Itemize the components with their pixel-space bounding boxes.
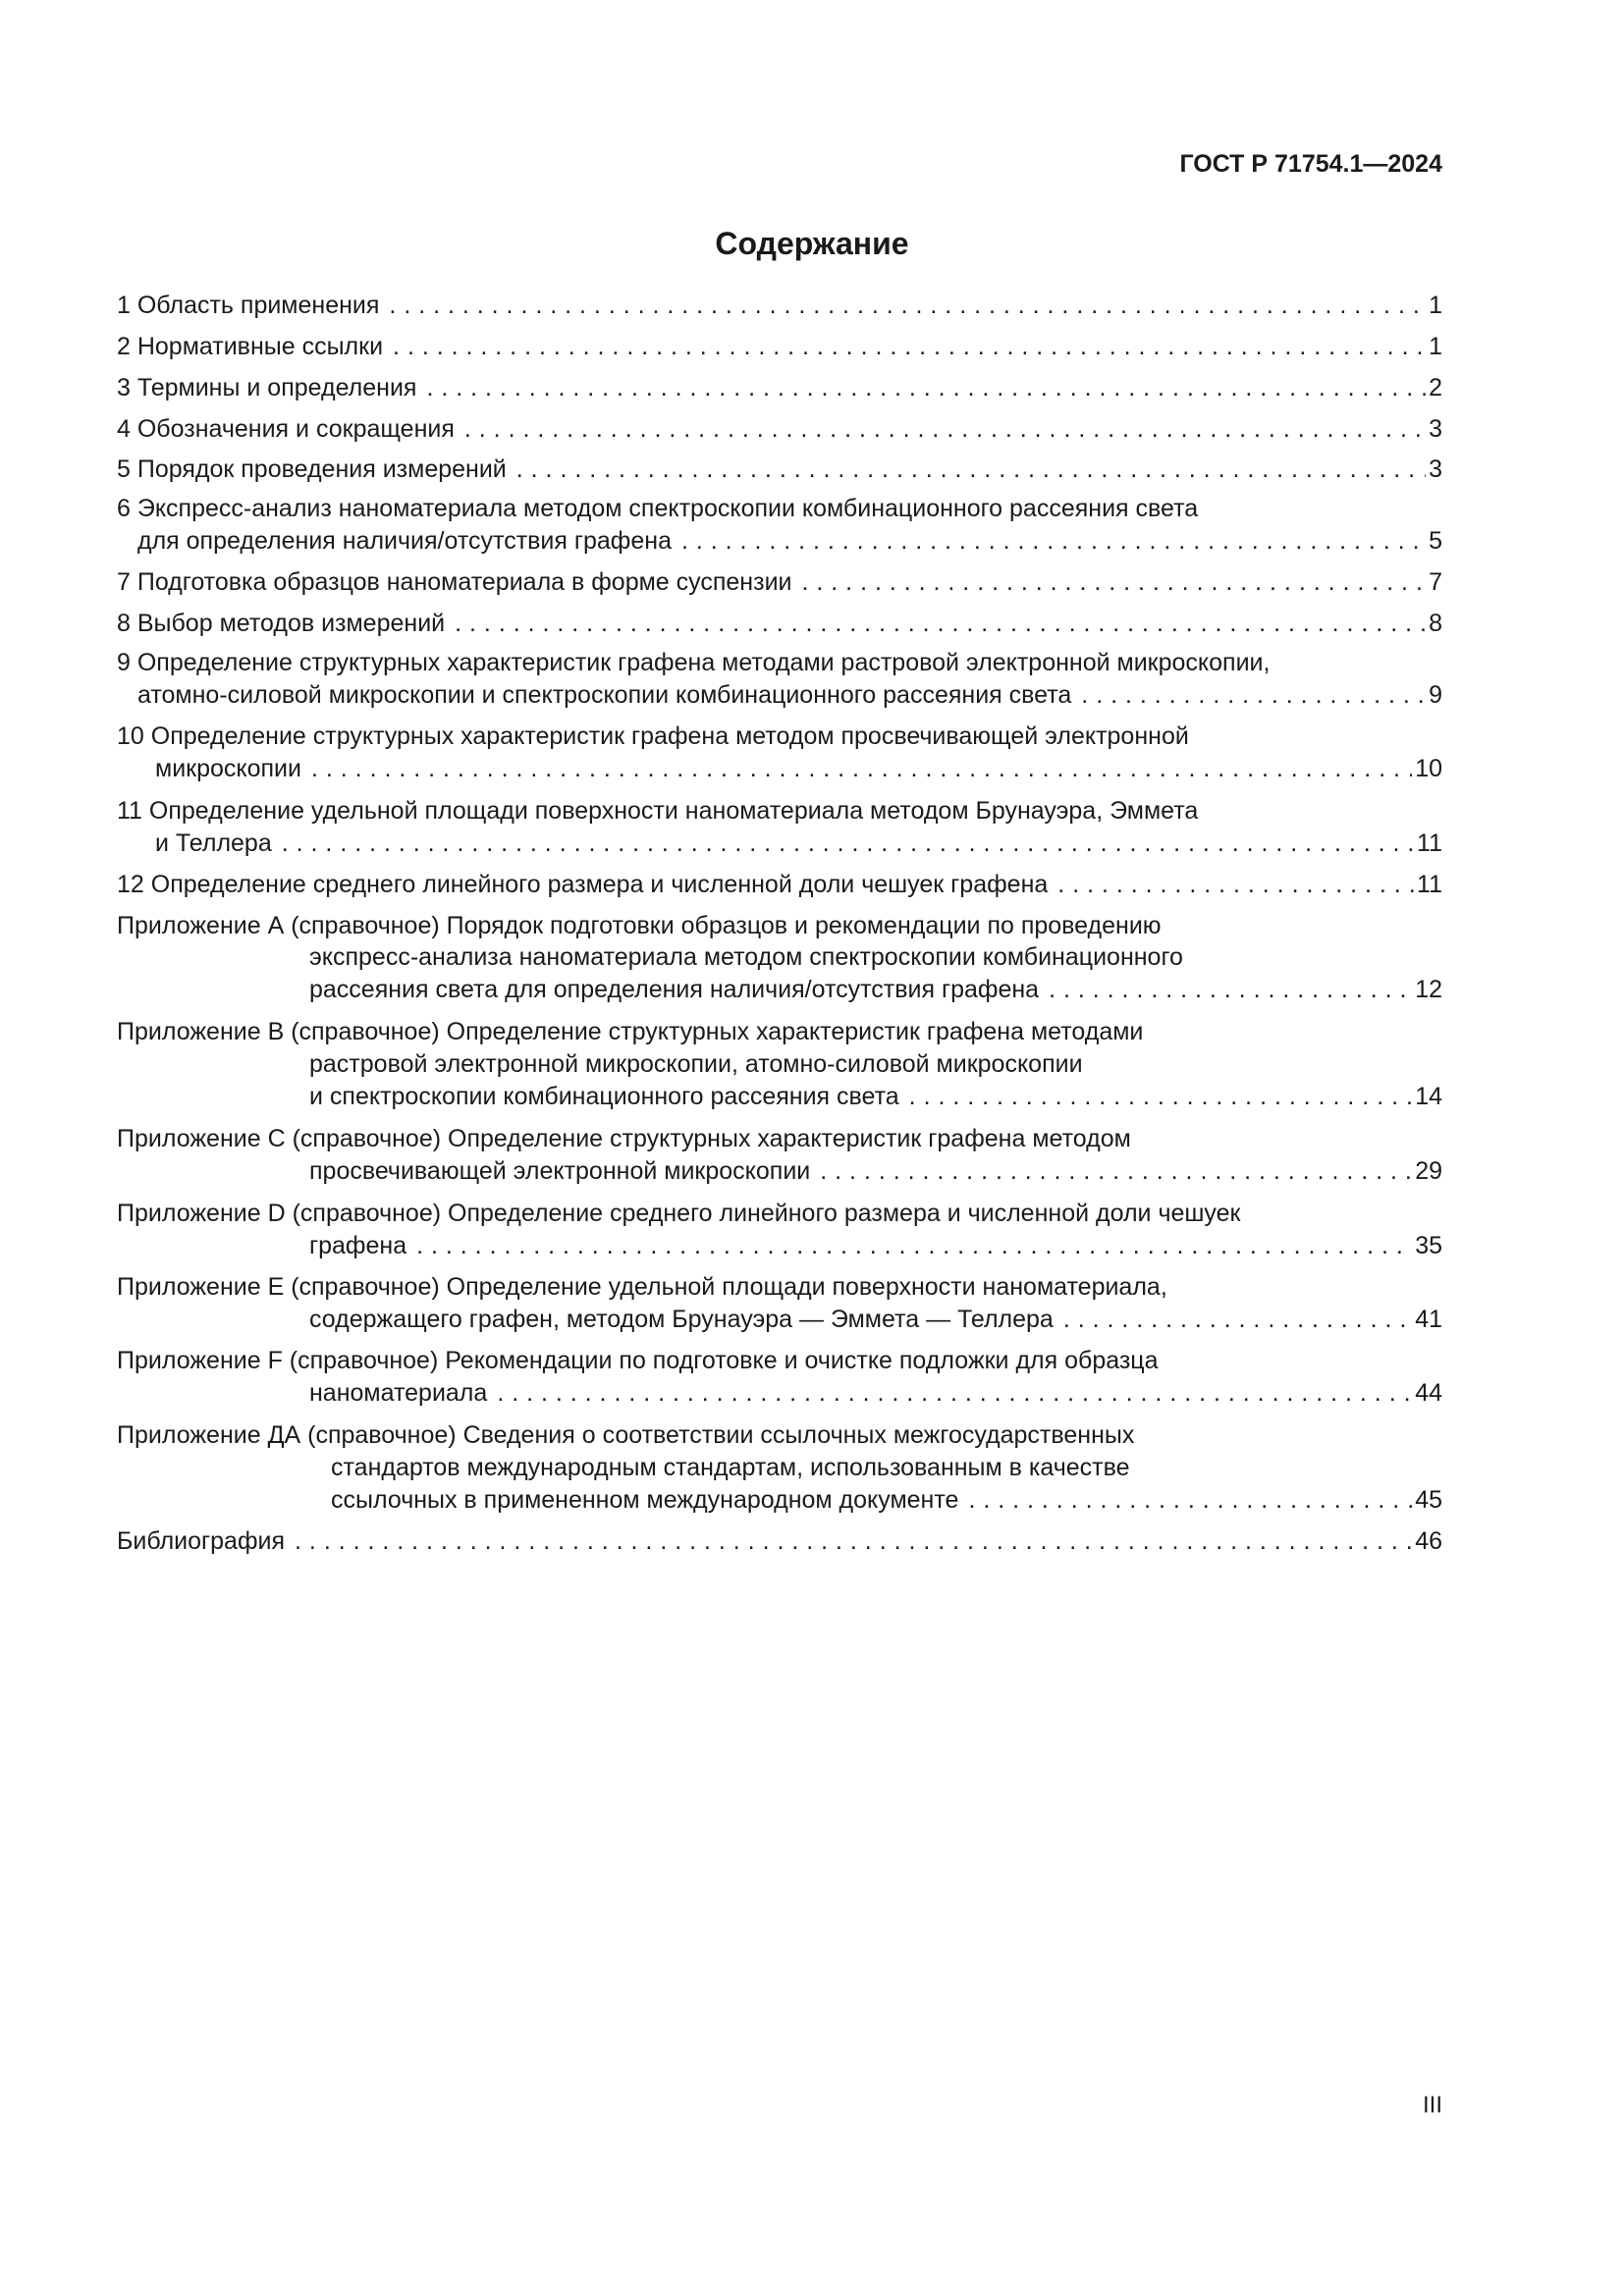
toc-entry-continuation[interactable]: [309, 1048, 1442, 1081]
toc-entry[interactable]: [117, 566, 1442, 599]
toc-entry[interactable]: [117, 372, 1442, 404]
toc-page-number: 29: [1415, 1157, 1442, 1185]
toc-entry-text: ссылочных в примененном международном документе: [331, 1486, 959, 1514]
toc-page-number: 14: [1415, 1083, 1442, 1110]
toc-page-number: 10: [1415, 755, 1442, 782]
toc-leader-dots: [389, 290, 1426, 322]
toc-page-number: 11: [1417, 829, 1442, 857]
toc-page-number: 1: [1429, 333, 1442, 360]
toc-entry[interactable]: [117, 1271, 1442, 1304]
toc-entry-text: наноматериала: [309, 1379, 488, 1407]
toc-entry-continuation[interactable]: [309, 1230, 1442, 1262]
toc-entry-text: 12 Определение среднего линейного размера и численной доли чешуек графена: [117, 871, 1049, 898]
toc-leader-dots: [311, 753, 1412, 785]
toc-leader-dots: [455, 608, 1426, 640]
toc-page-number: 45: [1415, 1486, 1442, 1514]
toc-entry[interactable]: [117, 290, 1442, 322]
toc-page-number: 1: [1429, 292, 1442, 319]
toc-entry-text: Приложение ДА (справочное) Сведения о соответствии ссылочных межгосударственных: [117, 1421, 1135, 1449]
toc-page-number: 44: [1415, 1379, 1442, 1407]
toc-entry-text: Приложение В (справочное) Определение структурных характеристик графена методами: [117, 1018, 1144, 1045]
toc-entry-text: графена: [309, 1232, 407, 1259]
toc-page-number: 35: [1415, 1232, 1442, 1259]
toc-entry-text: микроскопии: [155, 755, 301, 782]
toc-entry-continuation[interactable]: [309, 941, 1442, 974]
toc-entry-text: 8 Выбор методов измерений: [117, 610, 446, 637]
toc-entry-continuation[interactable]: [309, 1155, 1442, 1188]
toc-entry-text: экспресс-анализа наноматериала методом спектроскопии комбинационного: [309, 943, 1183, 971]
toc-entry[interactable]: [117, 869, 1442, 901]
toc-leader-dots: [416, 1230, 1412, 1262]
toc-leader-dots: [909, 1081, 1413, 1113]
document-code: ГОСТ Р 71754.1—2024: [1179, 150, 1442, 178]
toc-leader-dots: [426, 372, 1426, 404]
toc-entry-text: Приложение Е (справочное) Определение удельной площади поверхности наноматериала,: [117, 1273, 1167, 1301]
toc-entry-text: просвечивающей электронной микроскопии: [309, 1157, 811, 1185]
toc-leader-dots: [1063, 1304, 1412, 1336]
toc-title: Содержание: [715, 226, 909, 261]
toc-entry-continuation[interactable]: [309, 974, 1442, 1006]
toc-page-number: 41: [1415, 1306, 1442, 1333]
toc-entry[interactable]: [117, 1198, 1442, 1230]
toc-leader-dots: [497, 1377, 1412, 1410]
toc-entry-continuation[interactable]: [331, 1484, 1442, 1517]
toc-leader-dots: [295, 1525, 1412, 1558]
toc-page-number: 12: [1415, 976, 1442, 1003]
toc-page-number: 8: [1429, 610, 1442, 637]
toc-entry-continuation[interactable]: [309, 1081, 1442, 1113]
toc-entry[interactable]: [117, 1016, 1442, 1048]
toc-entry[interactable]: [117, 1345, 1442, 1377]
toc-page-number: 3: [1429, 415, 1442, 443]
toc-entry[interactable]: [117, 1123, 1442, 1155]
toc-entry-text: для определения наличия/отсутствия графена: [137, 527, 672, 555]
toc-entry-continuation[interactable]: [155, 753, 1442, 785]
toc-entry-text: 11 Определение удельной площади поверхности наноматериала методом Брунауэра, Эммета: [117, 797, 1199, 825]
toc-entry-continuation[interactable]: [137, 679, 1442, 712]
toc-leader-dots: [516, 454, 1426, 486]
toc-page-number: 11: [1417, 871, 1442, 898]
toc-entry-continuation[interactable]: [331, 1452, 1442, 1484]
toc-page-number: 46: [1415, 1527, 1442, 1555]
toc-entry-text: 1 Область применения: [117, 292, 380, 319]
toc-leader-dots: [1049, 974, 1412, 1006]
toc-entry-text: 5 Порядок проведения измерений: [117, 455, 507, 483]
toc-page-number: 7: [1429, 568, 1442, 596]
toc-entry-text: 9 Определение структурных характеристик графена методами растровой электронной микроскопии,: [117, 649, 1271, 676]
toc-entry-text: растровой электронной микроскопии, атомно-силовой микроскопии: [309, 1050, 1083, 1078]
toc-leader-dots: [1081, 679, 1426, 712]
toc-entry[interactable]: [117, 454, 1442, 486]
toc-entry[interactable]: [117, 1525, 1442, 1558]
toc-leader-dots: [464, 413, 1426, 446]
page-number: III: [1422, 2092, 1442, 2118]
toc-entry-text: рассеяния света для определения наличия/отсутствия графена: [309, 976, 1040, 1003]
toc-entry-text: Приложение F (справочное) Рекомендации по подготовке и очистке подложки для образца: [117, 1347, 1159, 1374]
toc-entry[interactable]: [117, 331, 1442, 363]
toc-entry[interactable]: [117, 910, 1442, 942]
toc-entry-text: 6 Экспресс-анализ наноматериала методом спектроскопии комбинационного рассеяния света: [117, 495, 1199, 522]
toc-entry-continuation[interactable]: [309, 1377, 1442, 1410]
toc-entry-text: Приложение А (справочное) Порядок подготовки образцов и рекомендации по проведению: [117, 912, 1162, 939]
toc-entry[interactable]: [117, 795, 1442, 828]
toc-entry-text: и Теллера: [155, 829, 272, 857]
toc-entry-text: стандартов международным стандартам, использованным в качестве: [331, 1454, 1130, 1481]
toc-entry[interactable]: [117, 493, 1442, 525]
toc-entry-continuation[interactable]: [155, 828, 1442, 860]
toc-leader-dots: [393, 331, 1426, 363]
toc-entry[interactable]: [117, 413, 1442, 446]
toc-entry-text: 4 Обозначения и сокращения: [117, 415, 455, 443]
toc-leader-dots: [282, 828, 1414, 860]
toc-leader-dots: [1057, 869, 1414, 901]
toc-entry[interactable]: [117, 721, 1442, 753]
toc-entry[interactable]: [117, 1419, 1442, 1452]
toc-entry-text: 3 Термины и определения: [117, 374, 417, 401]
toc-leader-dots: [802, 566, 1427, 599]
toc-leader-dots: [681, 525, 1426, 558]
toc-entry-text: 2 Нормативные ссылки: [117, 333, 384, 360]
toc-entry[interactable]: [117, 647, 1442, 679]
toc-entry-text: содержащего графен, методом Брунауэра — Эммета — Теллера: [309, 1306, 1054, 1333]
toc-entry[interactable]: [117, 608, 1442, 640]
toc-page-number: 5: [1429, 527, 1442, 555]
toc-entry-text: атомно-силовой микроскопии и спектроскопии комбинационного рассеяния света: [137, 681, 1072, 709]
toc-entry-text: Библиография: [117, 1527, 286, 1555]
toc-entry-continuation[interactable]: [309, 1304, 1442, 1336]
toc-page-number: 3: [1429, 455, 1442, 483]
toc-entry-text: и спектроскопии комбинационного рассеяния света: [309, 1083, 899, 1110]
toc-page-number: 2: [1429, 374, 1442, 401]
toc-leader-dots: [968, 1484, 1412, 1517]
toc-leader-dots: [820, 1155, 1412, 1188]
toc-entry-text: 7 Подготовка образцов наноматериала в форме суспензии: [117, 568, 792, 596]
toc-entry-continuation[interactable]: [137, 525, 1442, 558]
toc-entry-text: 10 Определение структурных характеристик графена методом просвечивающей электронной: [117, 722, 1189, 750]
toc-entry-text: Приложение D (справочное) Определение среднего линейного размера и численной доли чешуек: [117, 1200, 1241, 1227]
toc-page-number: 9: [1429, 681, 1442, 709]
toc-entry-text: Приложение С (справочное) Определение структурных характеристик графена методом: [117, 1125, 1131, 1152]
